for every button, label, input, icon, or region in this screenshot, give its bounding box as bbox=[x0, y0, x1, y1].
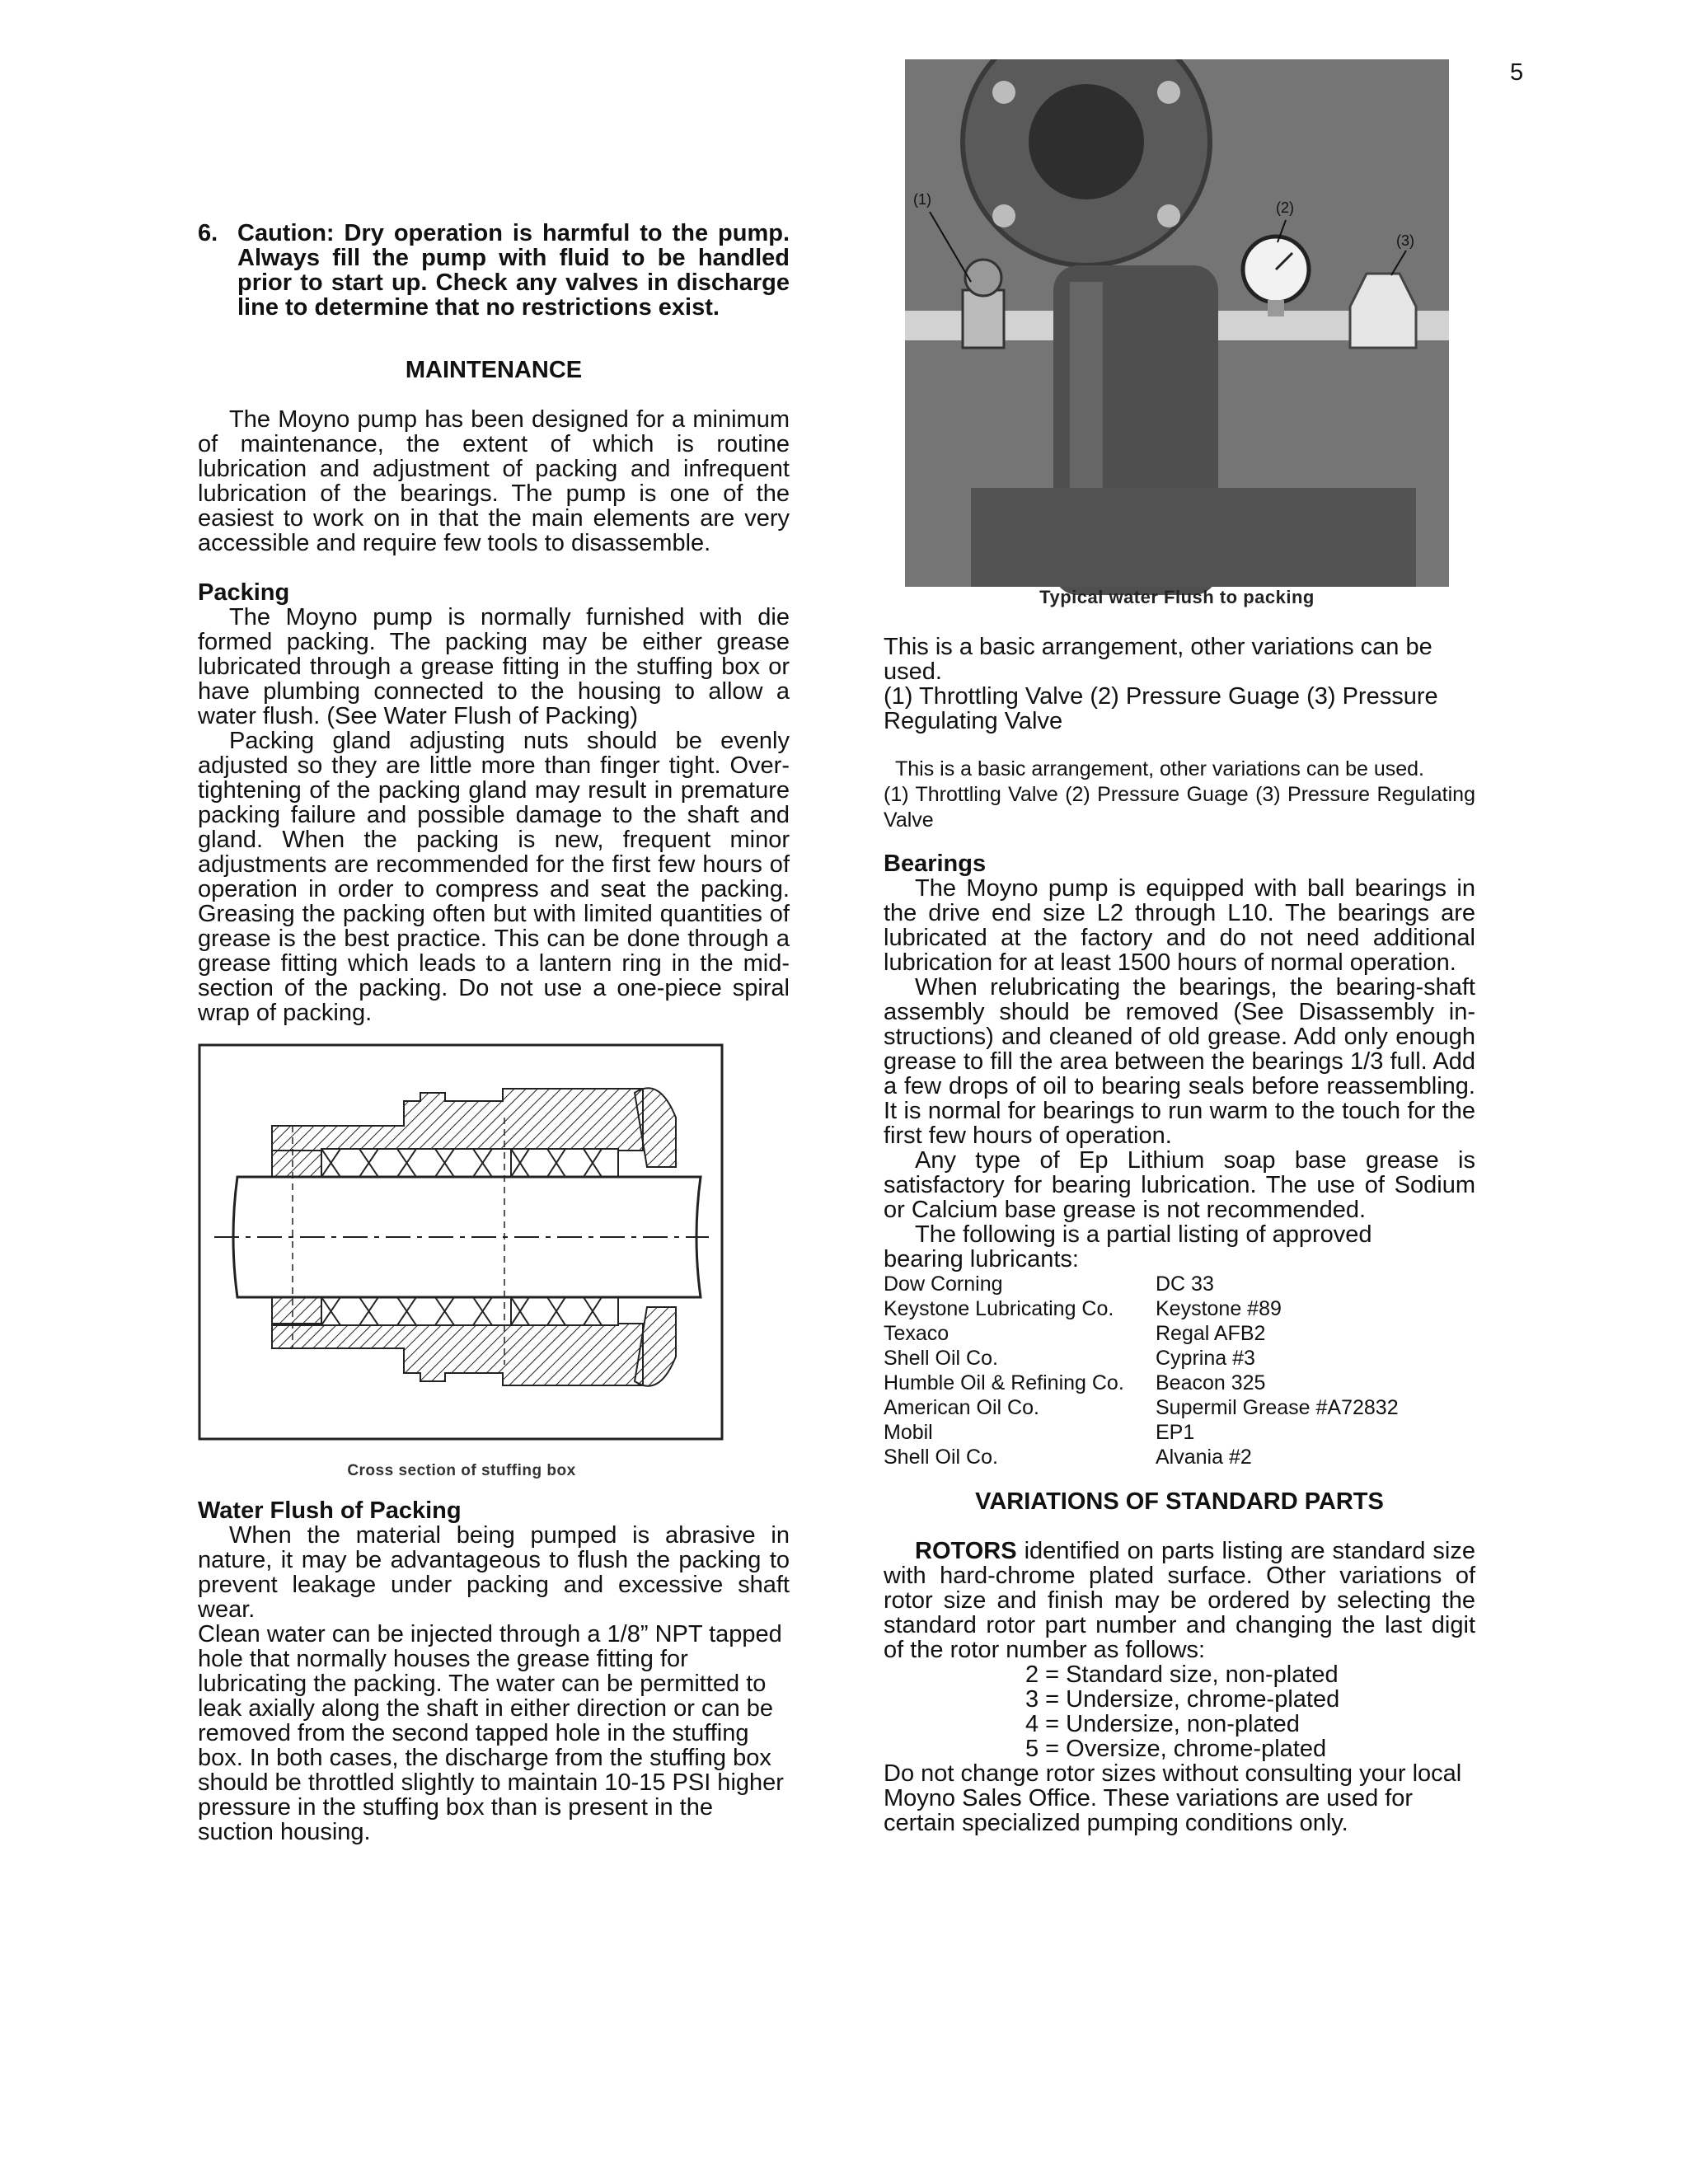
lubricant-product: Regal AFB2 bbox=[1156, 1322, 1266, 1345]
lubricant-maker: Humble Oil & Refining Co. bbox=[884, 1371, 1124, 1394]
maintenance-intro: The Moyno pump has been designed for a minimum of maintenance, the extent of which is routine lubrication and adjustment of packing and infrequent lubrication of the bearings. The pump is one of the easiest to work on in that the main elements are very accessible and require few tools to disassemble. bbox=[198, 406, 790, 556]
lubricant-product: Keystone #89 bbox=[1156, 1297, 1282, 1320]
rotors-text: identified on parts listing are standard size with hard-chrome plated surface. Other variations of rotor size and finish may be ordered by selecting the standard rotor part number and changing the last digit of the rotor number as follows: bbox=[884, 1538, 1475, 1663]
lubricant-product: Beacon 325 bbox=[1156, 1371, 1266, 1394]
lubricant-product: Alvania #2 bbox=[1156, 1446, 1252, 1469]
variations-heading: VARIATIONS OF STANDARD PARTS bbox=[975, 1488, 1384, 1515]
callout-3: (3) bbox=[1396, 232, 1414, 249]
arrangement-note-line-2: (1) Throttling Valve (2) Pressure Guage (3) Pressure Regulating Valve bbox=[884, 683, 1438, 734]
table-row bbox=[884, 1371, 1399, 1395]
arrangement-note-small-line-2: (1) Throttling Valve (2) Pressure Guage (3) Pressure Regulating Valve bbox=[884, 783, 1475, 832]
pump-photo-illustration bbox=[905, 59, 1449, 620]
lubricant-product: Supermil Grease #A72832 bbox=[1156, 1396, 1399, 1419]
lubricant-product: Cyprina #3 bbox=[1156, 1347, 1255, 1370]
arrangement-note-small-line-1: This is a basic arrangement, other variations can be used. bbox=[895, 757, 1425, 780]
packing-paragraph-1: The Moyno pump is normally furnished with die formed packing. The packing may be either grease lubricated through a grease fitting in the stuffing box or have plumbing connected to the housing to allow a water flush. (See Water Flush of Packing) bbox=[198, 604, 790, 729]
table-row bbox=[884, 1296, 1399, 1321]
caution-text: Caution: Dry operation is harmful to the pump. Always fill the pump with fluid to be handled prior to start up. Check any valves in discharge line to determine that no restrictions exist. bbox=[237, 220, 790, 321]
lubricant-maker: Mobil bbox=[884, 1421, 933, 1444]
lubricant-product: DC 33 bbox=[1156, 1272, 1214, 1296]
lubricants-table bbox=[884, 1272, 1399, 1469]
table-row bbox=[884, 1395, 1399, 1420]
page-number: 5 bbox=[1510, 59, 1524, 86]
stuffing-box-caption: Cross section of stuffing box bbox=[347, 1462, 576, 1479]
rotor-code-2: 2 = Standard size, non-plated bbox=[1025, 1661, 1339, 1688]
stuffing-box-figure bbox=[198, 1043, 725, 1483]
table-row bbox=[884, 1445, 1399, 1469]
callout-2: (2) bbox=[1276, 199, 1294, 216]
lubricant-maker: Keystone Lubricating Co. bbox=[884, 1297, 1114, 1320]
bearings-heading: Bearings bbox=[884, 851, 987, 877]
packing-paragraph-2: Packing gland adjusting nuts should be evenly adjusted so they are little more than finger tight. Over-tightening of the packing gland may result in premature packing failure and possible damage to the shaft and gland. When the packing is new, frequent minor adjustments are recommended for the first few hours of operation in order to compress and seat the packing. Greasing the packing often but with limited quantities of grease is the best practice. This can be done through a grease fitting which leads to a lantern ring in the mid-section of the packing. Do not use a one-piece spiral wrap of packing. bbox=[198, 728, 790, 1026]
table-row bbox=[884, 1346, 1399, 1371]
caution-note bbox=[198, 221, 790, 320]
water-flush-photo bbox=[905, 59, 1449, 620]
lubricant-maker: Shell Oil Co. bbox=[884, 1347, 998, 1370]
maintenance-heading: MAINTENANCE bbox=[405, 357, 583, 383]
rotors-paragraph bbox=[884, 1539, 1475, 1662]
bearings-paragraph-1: The Moyno pump is equipped with ball bearings in the drive end size L2 through L10. The bearings are lubricated at the factory and do not need additional lubrication for at least 1500 hours of normal operation. bbox=[884, 875, 1475, 976]
lubricant-maker: Shell Oil Co. bbox=[884, 1446, 998, 1469]
lubricant-maker: American Oil Co. bbox=[884, 1396, 1039, 1419]
rotor-code-3: 3 = Undersize, chrome-plated bbox=[1025, 1686, 1340, 1713]
bearings-paragraph-3: Any type of Ep Lithium soap base grease is satisfactory for bearing lubrication. The use of Sodium or Calcium base grease is not recommended. bbox=[884, 1147, 1475, 1223]
caution-number: 6. bbox=[198, 220, 218, 246]
rotors-label: ROTORS bbox=[915, 1538, 1017, 1564]
lubricant-maker: Dow Corning bbox=[884, 1272, 1003, 1296]
lubricant-product: EP1 bbox=[1156, 1421, 1195, 1444]
left-column bbox=[198, 221, 790, 1844]
bearings-paragraph-2: When relubricating the bearings, the bearing-shaft assembly should be removed (See Disassembly in-structions) and cleaned of old grease. Add only enough grease to fill the area between the bearings 1/3 full. Add a few drops of oil to bearing seals before reassembling. It is normal for bearings to run warm to the touch for the first few hours of operation. bbox=[884, 974, 1475, 1149]
table-row bbox=[884, 1420, 1399, 1445]
photo-caption: Typical water Flush to packing bbox=[1039, 587, 1315, 607]
lubricant-maker: Texaco bbox=[884, 1322, 950, 1345]
table-row bbox=[884, 1321, 1399, 1346]
stuffing-box-diagram bbox=[198, 1043, 725, 1442]
water-flush-paragraph-2: Clean water can be injected through a 1/8” NPT tapped hole that normally houses the grease fitting for lubricating the packing. The water can be permitted to leak axially along the shaft in either direction or can be removed from the second tapped hole in the stuffing box. In both cases, the discharge from the stuffing box should be throttled slightly to maintain 10-15 PSI higher pressure in the stuffing box than is present in the suction housing. bbox=[198, 1621, 784, 1845]
bearings-paragraph-4: The following is a partial listing of approved bearing lubricants: bbox=[884, 1221, 1372, 1272]
table-row bbox=[884, 1272, 1399, 1296]
water-flush-heading: Water Flush of Packing bbox=[198, 1497, 462, 1524]
right-column bbox=[884, 635, 1475, 1835]
arrangement-note-line-1: This is a basic arrangement, other variations can be used. bbox=[884, 634, 1432, 685]
rotor-code-5: 5 = Oversize, chrome-plated bbox=[1025, 1736, 1327, 1762]
packing-heading: Packing bbox=[198, 579, 290, 606]
callout-1: (1) bbox=[913, 191, 931, 208]
water-flush-paragraph-1: When the material being pumped is abrasive in nature, it may be advantageous to flush the packing to prevent leakage under packing and excessive shaft wear. bbox=[198, 1522, 790, 1623]
variations-closing: Do not change rotor sizes without consulting your local Moyno Sales Office. These variations are used for certain specialized pumping conditions only. bbox=[884, 1760, 1462, 1836]
rotor-code-4: 4 = Undersize, non-plated bbox=[1025, 1711, 1300, 1737]
